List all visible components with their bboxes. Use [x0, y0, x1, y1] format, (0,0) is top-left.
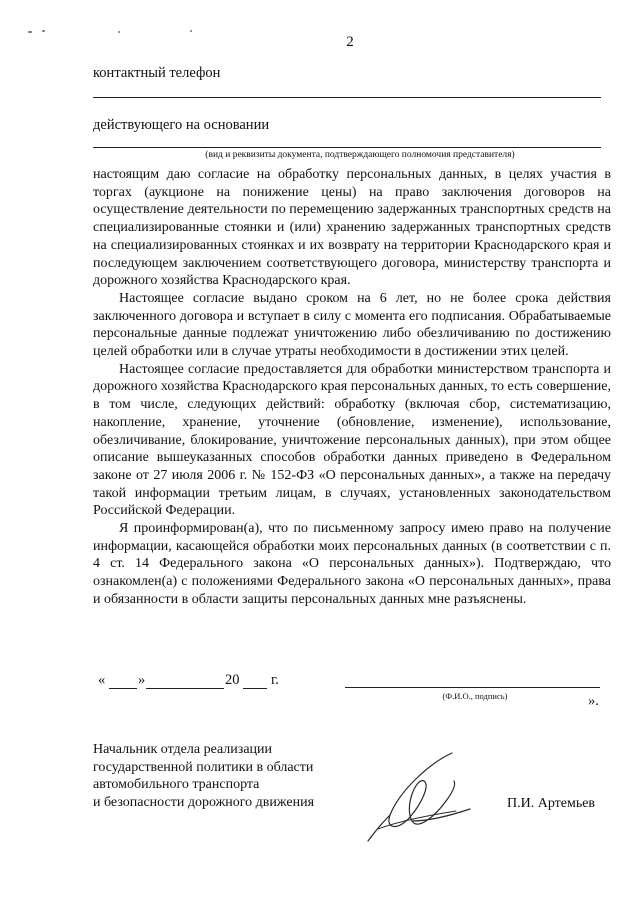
paragraph-processing: Настоящее согласие предоставляется для обработки министерством транспорта и дорожного хозяйства Краснодарского края персональных данных, то есть совершение, в том числе, следующих действий: обработку (включая сбор, систематизацию, накопление, хранение, уточнение (обновление, изменение), использование, обезличивание, блокирование, уничтожение персональных данных), при этом общее описание вышеуказанных способов обработки данных приведено в Федеральном законе от 27 июля 2006 г. № 152-ФЗ «О персональных данных», а также на передачу такой информации третьим лицам, в случаях, установленных законодательством Российской Федерации. [93, 361, 611, 519]
signatory-name: П.И. Артемьев [507, 796, 596, 811]
date-year-prefix: 20 [225, 672, 240, 688]
signatory-title-line: и безопасности дорожного движения [93, 794, 315, 810]
date-month-line[interactable] [146, 688, 224, 689]
scan-speck [118, 31, 120, 33]
basis-label: действующего на основании [93, 117, 270, 133]
signatory-title-line: автомобильного транспорта [93, 777, 260, 793]
handwritten-signature-icon [360, 745, 490, 845]
date-year-line[interactable] [243, 688, 267, 689]
date-day-line[interactable] [109, 688, 137, 689]
signature-caption: (Ф.И.О., подпись) [442, 691, 508, 701]
scan-speck [28, 31, 32, 33]
consent-text [93, 166, 611, 609]
contact-phone-label: контактный телефон [93, 65, 221, 81]
basis-line[interactable] [93, 147, 601, 148]
paragraph-term: Настоящее согласие выдано сроком на 6 лет, но не более срока действия заключенного договора и вступает в силу с момента его подписания. Обрабатываемые персональные данные подлежат уничтожению либо обезличиванию по достижению целей обработки или в случае утраты необходимости в достижении этих целей. [93, 290, 611, 360]
signature-name-line[interactable] [345, 687, 600, 688]
scan-speck [42, 30, 45, 32]
date-year-suffix: г. [271, 672, 279, 688]
basis-caption: (вид и реквизиты документа, подтверждающего полномочия представителя) [205, 150, 515, 160]
date-open-quote: « [98, 672, 106, 688]
paragraph-consent: настоящим даю согласие на обработку персональных данных, в целях участия в торгах (аукционе на понижение цены) на право заключения договоров на осуществление деятельности по перемещению задержанных транспортных средств на специализированные стоянки и (или) хранению задержанных транспортных средств на специализированных стоянках и их возврату на территории Краснодарского края и последующем заключением соответствующего договора, министерству транспорта и дорожного хозяйства Краснодарского края. [93, 167, 611, 289]
signatory-title-line: государственной политики в области [93, 759, 314, 775]
contact-phone-line[interactable] [93, 97, 601, 98]
closing-quote: ». [588, 693, 599, 709]
signatory-title-line: Начальник отдела реализации [93, 742, 273, 757]
scan-speck [190, 30, 192, 32]
date-close-quote: » [138, 672, 146, 688]
paragraph-informed: Я проинформирован(а), что по письменному запросу имею право на получение информации, касающейся обработки моих персональных данных (в соответствии с п. 4 ст. 14 Федерального закона «О персональных данных»). Подтверждаю, что ознакомлен(а) с положениями Федерального закона «О персональных данных», права и обязанности в области защиты персональных данных мне разъяснены. [93, 521, 611, 607]
signatory-title [93, 741, 314, 811]
page-number: 2 [346, 34, 354, 50]
